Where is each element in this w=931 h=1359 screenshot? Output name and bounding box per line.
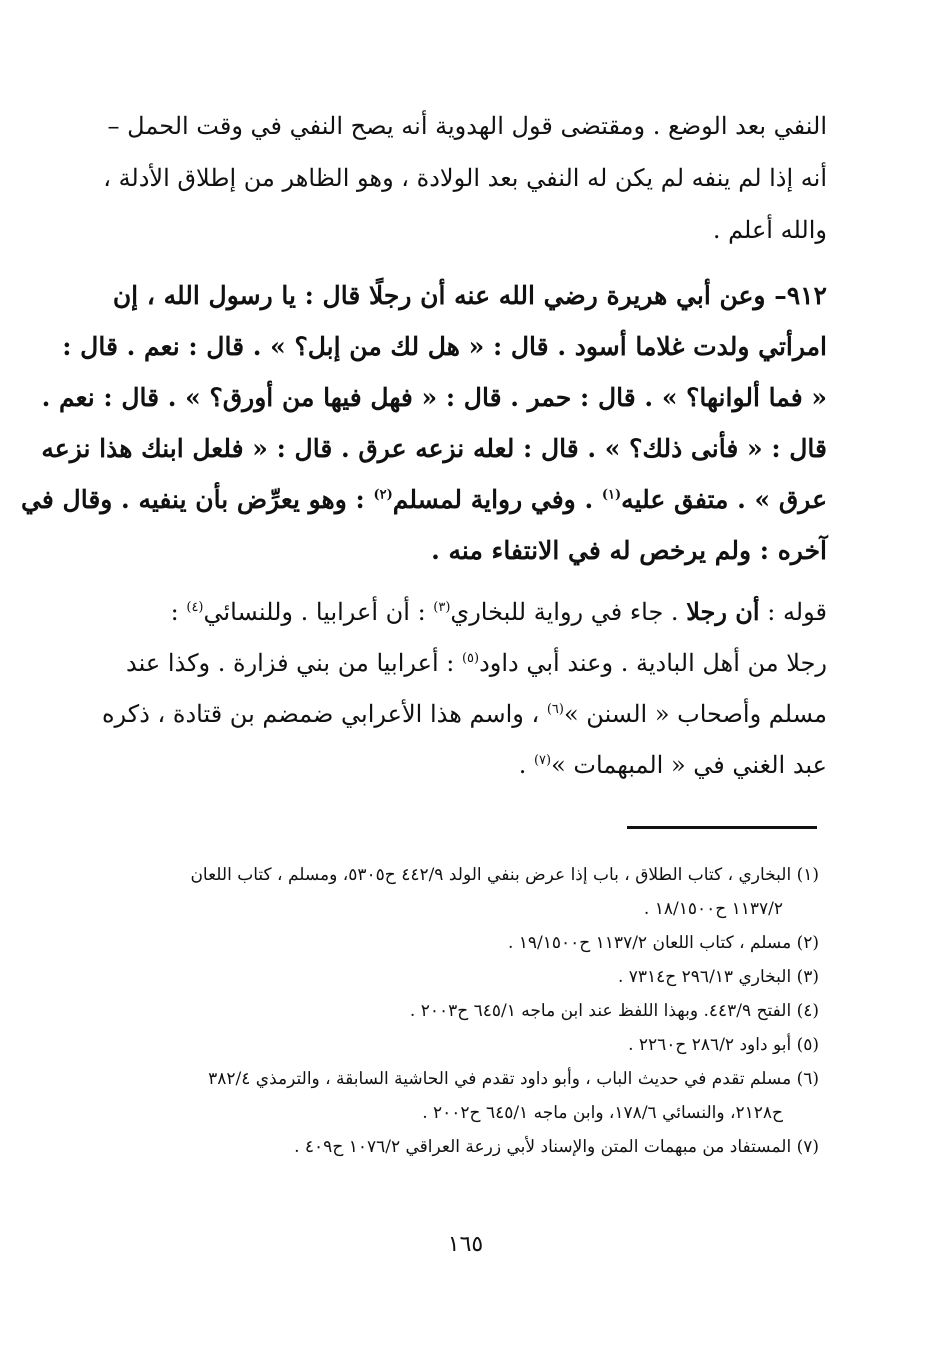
footnote-5: (٥) أبو داود ٢٨٦/٢ ح٢٢٦٠ . xyxy=(628,1035,819,1055)
commentary-text: ، واسم هذا الأعرابي ضمضم بن قتادة ، ذكره xyxy=(101,700,547,728)
commentary-text: قوله : xyxy=(759,598,827,626)
hadith-line: قال : « فأنى ذلك؟ » . قال : لعله نزعه عرق . قال : « فلعل ابنك هذا نزعه xyxy=(41,434,827,463)
footnote-ref-1: (١) xyxy=(601,487,622,503)
hadith-line: ٩١٢– وعن أبي هريرة رضي الله عنه أن رجلًا قال : يا رسول الله ، إن xyxy=(112,281,827,310)
commentary-text: . جاء في رواية للبخاري xyxy=(450,598,687,626)
commentary-line xyxy=(130,740,827,791)
hadith-text: . وفي رواية لمسلم xyxy=(392,485,602,514)
hadith-text: : وهو يعرِّض بأن ينفيه . وقال في xyxy=(21,485,374,514)
footnote-7: (٧) المستفاد من مبهمات المتن والإسناد لأبي زرعة العراقي ١٠٧٦/٢ ح٤٠٩ . xyxy=(294,1137,819,1157)
footnote-divider xyxy=(627,826,817,829)
footnote-ref-2: (٢) xyxy=(373,487,393,503)
hadith-line: آخره : ولم يرخص له في الانتفاء منه . xyxy=(431,536,827,565)
hadith-line: « فما ألوانها؟ » . قال : حمر . قال : « فهل فيها من أورق؟ » . قال : نعم . xyxy=(41,383,827,412)
commentary-text: عبد الغني في « المبهمات » xyxy=(551,751,827,779)
commentary-text: مسلم وأصحاب « السنن » xyxy=(563,700,827,728)
footnote-ref-3: (٣) xyxy=(433,600,451,615)
footnote-3: (٣) البخاري ٢٩٦/١٣ ح٧٣١٤ . xyxy=(617,967,819,987)
hadith-text: عرق » . متفق عليه xyxy=(621,485,827,514)
footnote-6-continued: ح٢١٢٨، والنسائي ١٧٨/٦، وابن ماجه ٦٤٥/١ ح٢٠٠٢ . xyxy=(422,1103,783,1123)
commentary-keyword: أن رجلا xyxy=(686,597,760,626)
commentary-text: . xyxy=(518,751,534,779)
intro-paragraph xyxy=(103,100,827,256)
commentary-line xyxy=(130,586,827,638)
commentary-text: : أعرابيا من بني فزارة . وكذا عند xyxy=(126,649,462,677)
footnote-ref-4: (٤) xyxy=(186,600,204,615)
hadith-line: امرأتي ولدت غلاما أسود . قال : « هل لك من إبل؟ » . قال : نعم . قال : xyxy=(62,332,827,361)
intro-line: النفي بعد الوضع . ومقتضى قول الهدوية أنه يصح النفي في وقت الحمل – xyxy=(107,112,827,140)
commentary-text: : xyxy=(170,598,187,626)
commentary-text: رجلا من أهل البادية . وعند أبي داود xyxy=(479,649,827,677)
footnote-4: (٤) الفتح ٤٤٣/٩. وبهذا اللفظ عند ابن ماجه ٦٤٥/١ ح٢٠٠٣ . xyxy=(409,1001,819,1021)
commentary-text: : أن أعرابيا . وللنسائي xyxy=(203,598,434,626)
hadith-paragraph xyxy=(21,270,827,576)
intro-line: أنه إذا لم ينفه لم يكن له النفي بعد الولادة ، وهو الظاهر من إطلاق الأدلة ، xyxy=(103,164,827,192)
footnote-1: (١) البخاري ، كتاب الطلاق ، باب إذا عرض بنفي الولد ٤٤٢/٩ ح٥٣٠٥، ومسلم ، كتاب اللعان xyxy=(190,865,819,885)
footnote-ref-7: (٧) xyxy=(533,753,552,768)
commentary-line xyxy=(126,638,827,689)
footnote-ref-6: (٦) xyxy=(546,702,564,717)
page-number: ١٦٥ xyxy=(447,1232,484,1257)
footnote-ref-5: (٥) xyxy=(461,651,480,666)
footnote-2: (٢) مسلم ، كتاب اللعان ١١٣٧/٢ ح١٩/١٥٠٠ . xyxy=(507,933,819,953)
footnotes xyxy=(140,858,819,1164)
commentary-line xyxy=(101,689,827,740)
intro-line: والله أعلم . xyxy=(712,216,827,244)
commentary-paragraph xyxy=(101,586,827,791)
footnote-6: (٦) مسلم تقدم في حديث الباب ، وأبو داود تقدم في الحاشية السابقة ، والترمذي ٣٨٢/٤ xyxy=(208,1069,819,1089)
hadith-line xyxy=(21,474,827,525)
footnote-1-continued: ١١٣٧/٢ ح١٨/١٥٠٠ . xyxy=(643,899,783,919)
